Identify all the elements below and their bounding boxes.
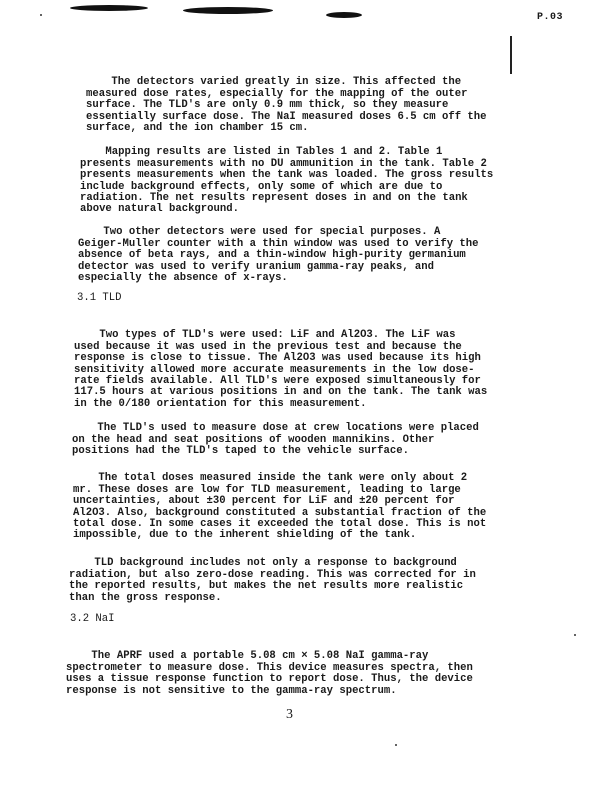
p1-line-2: measured dose rates, especially for the mapping of the outer — [86, 87, 468, 100]
scan-artifact-top-right — [326, 12, 362, 18]
p6-line-1: The total doses measured inside the tank were only about 2 — [73, 472, 468, 485]
paragraph-4 — [74, 319, 554, 410]
paragraph-8 — [66, 640, 551, 697]
paragraph-6 — [73, 462, 553, 542]
p4-line-5: rate fields available. All TLD's were exposed simultaneously for — [74, 375, 481, 388]
p4-line-2: used because it was used in the previous test and because the — [74, 340, 462, 353]
p1-line-4: essentially surface dose. The NaI measured doses 6.5 cm off the — [86, 110, 487, 123]
p2-line-6: above natural background. — [80, 203, 239, 216]
page-number: 3 — [286, 707, 293, 722]
p4-line-7: in the 0/180 orientation for this measurement. — [74, 397, 367, 410]
p3-line-5: especially the absence of x-rays. — [78, 272, 288, 285]
scan-artifact-top-mid — [183, 7, 273, 14]
p8-line-2: spectrometer to measure dose. This device measures spectra, then — [66, 661, 473, 674]
p1-line-5: surface, and the ion chamber 15 cm. — [86, 122, 309, 135]
p1-line-3: surface. The TLD's are only 0.9 mm thick, so they measure — [86, 99, 449, 112]
p8-line-1: The APRF used a portable 5.08 cm × 5.08 NaI gamma-ray — [66, 650, 429, 663]
paragraph-1 — [86, 66, 556, 134]
p2-line-3: presents measurements when the tank was loaded. The gross results — [80, 169, 494, 182]
p2-line-1: Mapping results are listed in Tables 1 and 2. Table 1 — [80, 146, 443, 159]
p5-line-1: The TLD's used to measure dose at crew locations were placed — [72, 422, 479, 435]
p6-line-5: total dose. In some cases it exceeded the total dose. This is not — [73, 518, 487, 531]
p5-line-3: positions had the TLD's taped to the vehicle surface. — [72, 445, 409, 458]
p1-line-1: The detectors varied greatly in size. This affected the — [86, 76, 462, 89]
p7-line-4: than the gross response. — [69, 591, 222, 604]
p3-line-2: Geiger-Muller counter with a thin window was used to verify the — [78, 237, 479, 250]
scan-speck — [395, 744, 397, 746]
p3-line-4: detector was used to verify uranium gamma-ray peaks, and — [78, 260, 435, 273]
section-heading-3-1: 3.1 TLD — [77, 292, 122, 304]
scan-artifact-top-left — [70, 5, 148, 11]
p6-line-6: impossible, due to the inherent shielding of the tank. — [73, 529, 417, 542]
p4-line-1: Two types of TLD's were used: LiF and Al2O3. The LiF was — [74, 329, 456, 342]
p8-line-4: response is not sensitive to the gamma-ray spectrum. — [66, 684, 397, 697]
p6-line-4: Al2O3. Also, background constituted a substantial fraction of the — [73, 506, 487, 519]
section-heading-3-2: 3.2 NaI — [70, 613, 115, 625]
p2-line-4: include background effects, only some of which are due to — [80, 180, 443, 193]
p2-line-5: radiation. The net results represent doses in and on the tank — [80, 192, 468, 205]
paragraph-5 — [72, 412, 552, 458]
p7-line-1: TLD background includes not only a response to background — [69, 557, 457, 570]
p2-line-2: presents measurements with no DU ammunition in the tank. Table 2 — [80, 157, 487, 170]
scan-speck — [574, 634, 576, 636]
p7-line-2: radiation, but also zero-dose reading. This was corrected for in — [69, 568, 476, 581]
paragraph-2 — [80, 136, 555, 216]
scan-speck — [40, 14, 42, 16]
p7-line-3: the reported results, but makes the net results more realistic — [69, 580, 464, 593]
p6-line-3: uncertainties, about ±30 percent for LiF and ±20 percent for — [73, 495, 455, 508]
p6-line-2: mr. These doses are low for TLD measurement, leading to large — [73, 483, 461, 496]
p3-line-3: absence of beta rays, and a thin-window high-purity germanium — [78, 249, 466, 262]
p4-line-6: 117.5 hours at various positions in and on the tank. The tank was — [74, 386, 488, 399]
p3-line-1: Two other detectors were used for special purposes. A — [78, 226, 441, 239]
p4-line-4: sensitivity allowed more accurate measurements in the low dose- — [74, 363, 475, 376]
p8-line-3: uses a tissue response function to report dose. Thus, the device — [66, 673, 473, 686]
paragraph-7 — [69, 547, 549, 604]
p5-line-2: on the head and seat positions of wooden mannikins. Other — [72, 433, 435, 446]
p4-line-3: response is close to tissue. The Al2O3 was used because its high — [74, 352, 481, 365]
paragraph-3 — [78, 216, 553, 284]
page-reference: P.03 — [537, 12, 564, 23]
